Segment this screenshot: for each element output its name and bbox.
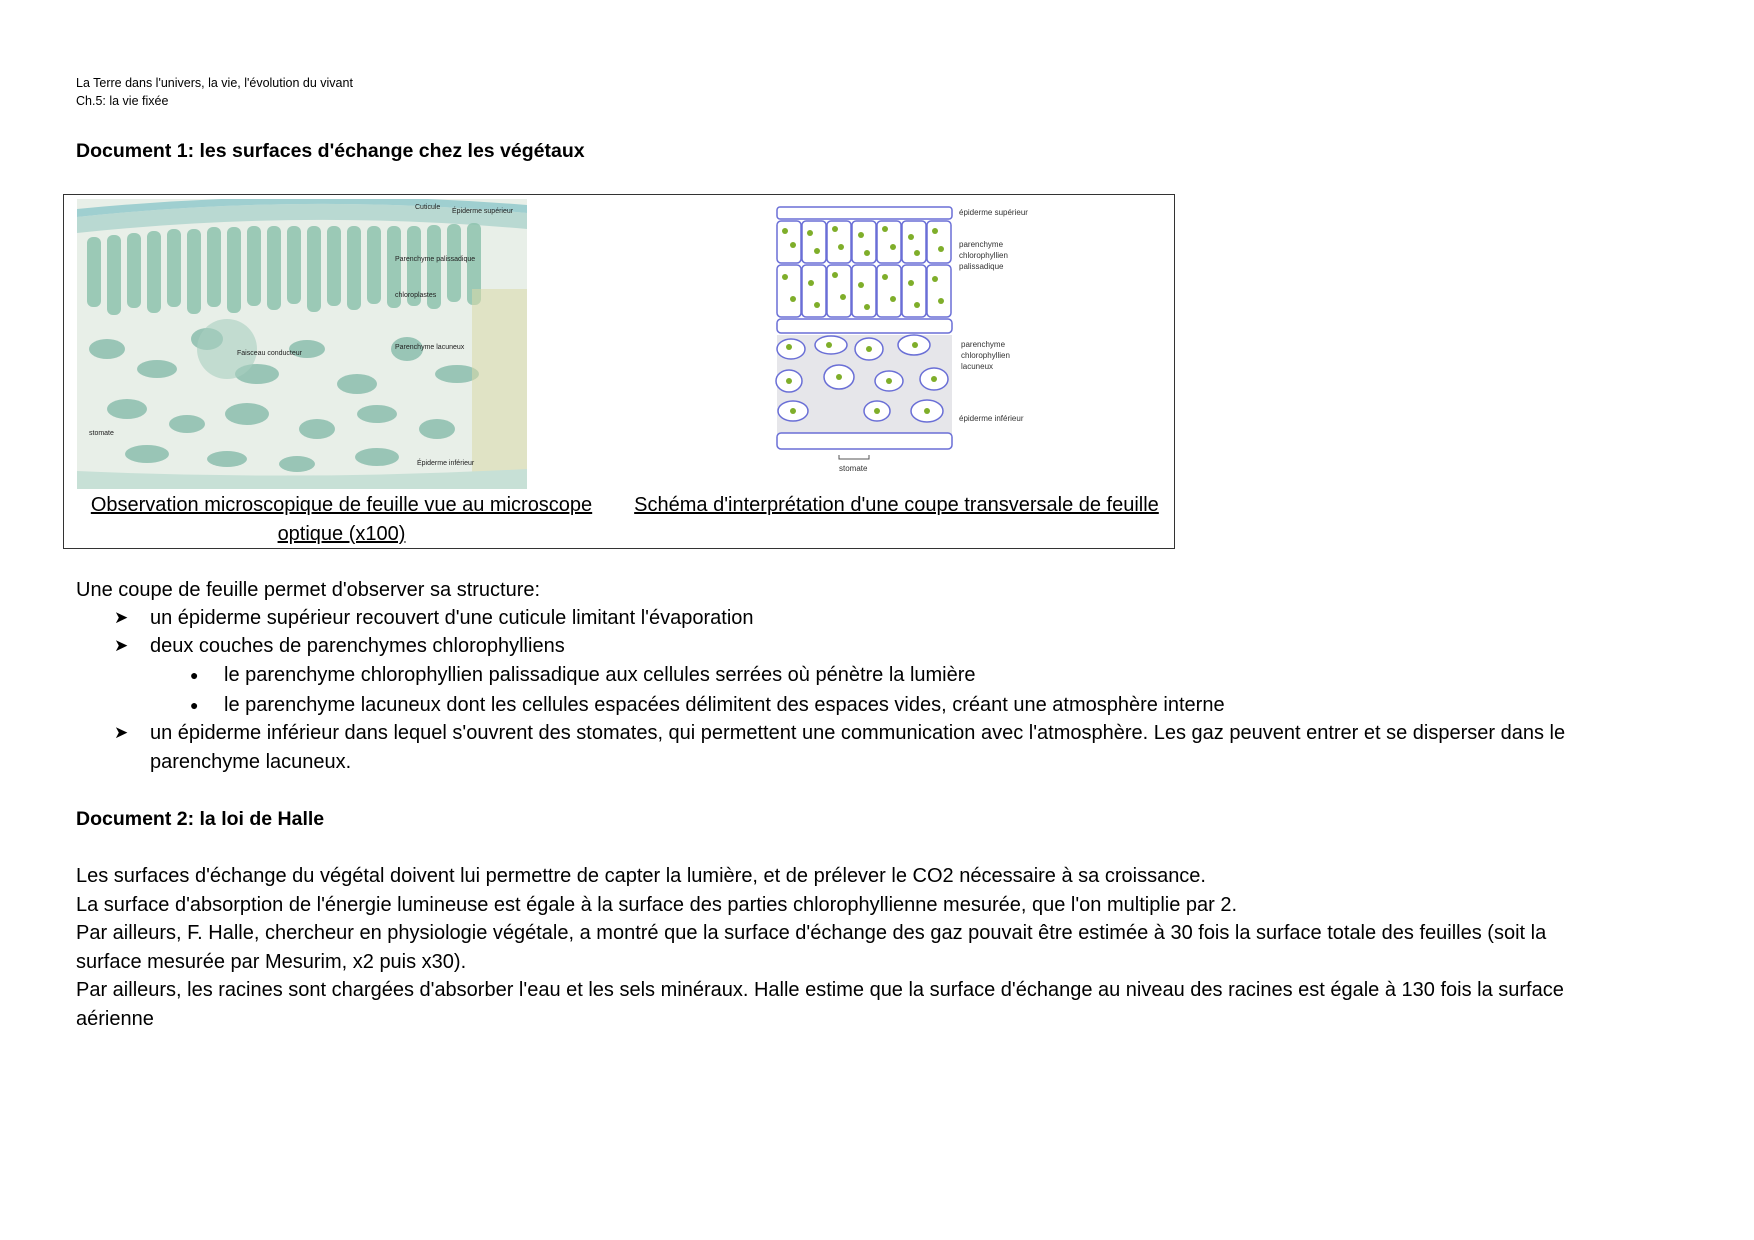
header (76, 74, 353, 110)
document-2-body (76, 862, 1676, 1033)
micro-label-epiderme-sup: Épiderme supérieur (452, 208, 514, 215)
schema-cell (619, 195, 1174, 548)
schema-label-pal-1: parenchyme (959, 240, 1004, 249)
document-1-title: Document 1: les surfaces d'échange chez les végétaux (76, 140, 585, 162)
micro-label-parenchyme-lac: Parenchyme lacuneux (395, 344, 465, 351)
figure-table (63, 194, 1175, 549)
micro-label-parenchyme-pal: Parenchyme palissadique (395, 256, 476, 263)
header-line-2: Ch.5: la vie fixée (76, 94, 169, 108)
micro-label-faisceau: Faisceau conducteur (237, 350, 302, 357)
schema-label-stomate: stomate (839, 464, 868, 473)
dot-bullet-icon: ● (190, 697, 199, 713)
micro-label-chloroplastes: chloroplastes (395, 292, 437, 299)
dot-bullet-icon: ● (190, 667, 199, 683)
schema-label-lac-2: chlorophyllien (961, 351, 1010, 360)
doc2-paragraph: Les surfaces d'échange du végétal doivent lui permettre de capter la lumière, et de prélever le CO2 nécessaire à sa croissance. (76, 865, 1206, 887)
doc2-paragraph: La surface d'absorption de l'énergie lumineuse est égale à la surface des parties chlorophyllienne mesurée, que l'on multiplie par 2. (76, 893, 1238, 916)
schema-label-epiderme-sup: épiderme supérieur (959, 208, 1028, 217)
schema-label-epiderme-inf: épiderme inférieur (959, 414, 1024, 423)
schema-label-pal-2: chlorophyllien (959, 251, 1008, 260)
micro-label-stomate: stomate (89, 430, 114, 437)
schema-label-lac-1: parenchyme (961, 340, 1006, 349)
doc2-paragraph: Par ailleurs, F. Halle, chercheur en physiologie végétale, a montré que la surface d'échange des gaz pouvait être estimée à 30 fois la surface totale des feuilles (soit la (76, 922, 1547, 944)
header-line-1: La Terre dans l'univers, la vie, l'évolution du vivant (76, 76, 353, 90)
doc2-paragraph: surface mesurée par Mesurim, x2 puis x30). (76, 950, 467, 973)
bullet-3-continued: parenchyme lacuneux. (150, 751, 352, 773)
schema-label-pal-3: palissadique (959, 262, 1004, 271)
arrow-bullet-icon: ➤ (114, 608, 129, 627)
doc2-paragraph: Par ailleurs, les racines sont chargées d'absorber l'eau et les sels minéraux. Halle estime que la surface d'échange au niveau des racines est égale à 130 fois la surface (76, 979, 1564, 1001)
microscope-image (77, 199, 527, 489)
document-2-title: Document 2: la loi de Halle (76, 808, 325, 830)
micro-label-cuticule: Cuticule (415, 204, 441, 211)
doc2-paragraph: aérienne (76, 1007, 154, 1030)
schema-caption: Schéma d'interprétation d'une coupe transversale de feuille (634, 494, 1159, 516)
micro-cell (64, 195, 619, 548)
schema-label-lac-3: lacuneux (961, 362, 994, 371)
micro-caption: Observation microscopique de feuille vue au microscope optique (x100) (90, 494, 593, 545)
intro-text: Une coupe de feuille permet d'observer sa structure: (76, 579, 541, 601)
leaf-section-diagram (769, 199, 1074, 485)
arrow-bullet-icon: ➤ (114, 636, 129, 655)
arrow-bullet-icon: ➤ (114, 723, 129, 742)
micro-label-epiderme-inf: Épiderme inférieur (417, 460, 475, 467)
